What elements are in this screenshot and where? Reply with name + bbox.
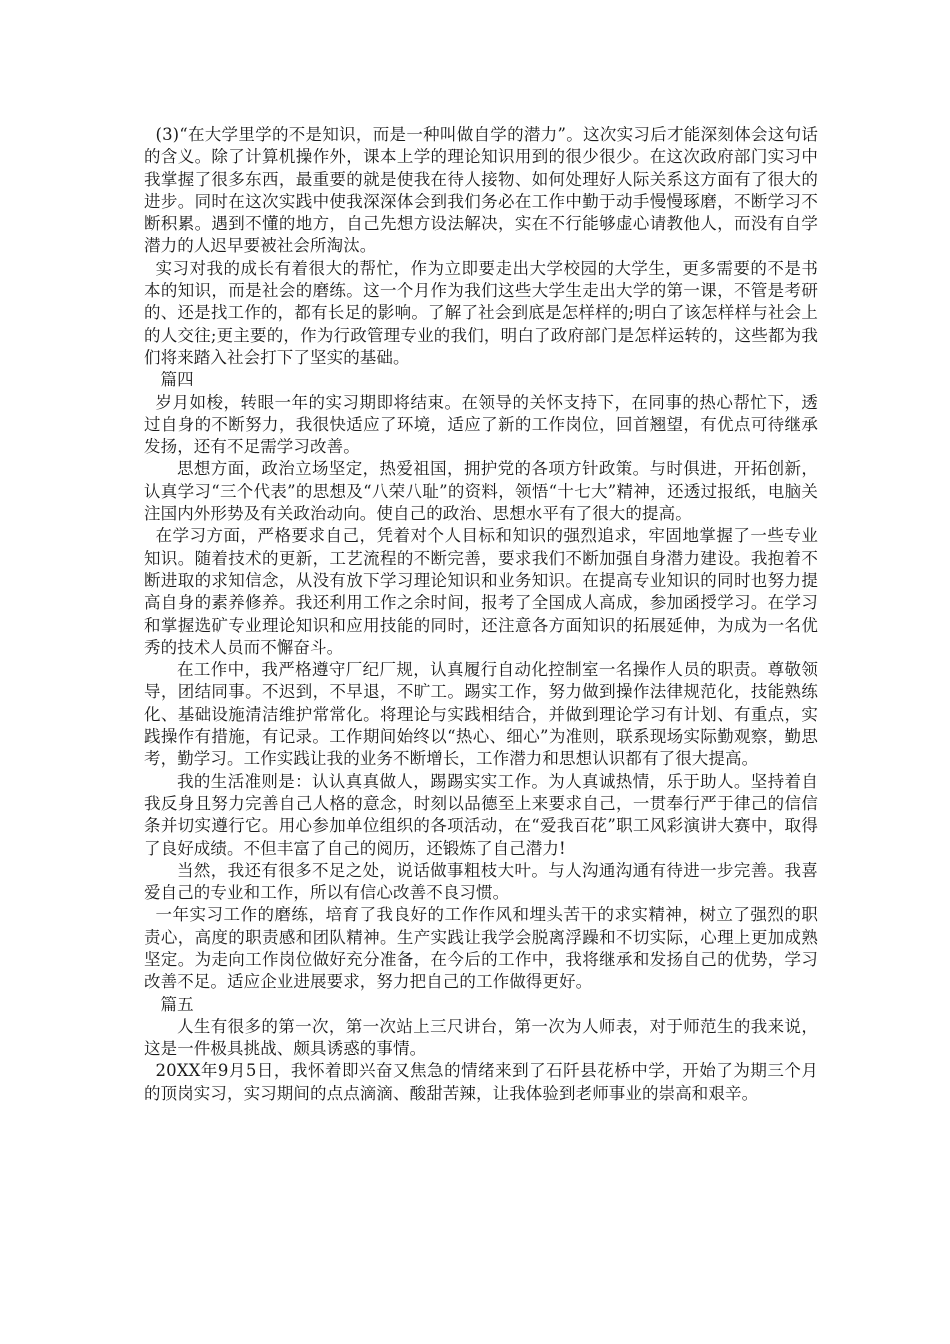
section-heading: 篇四 — [160, 370, 194, 390]
body-paragraph: 一年实习工作的磨练，培育了我良好的工作作风和埋头苦干的求实精神，树立了强烈的职责心，高度的职责感和团队精神。生产实践让我学会脱离浮躁和不切实际，心理上更加成熟坚定。为走向工作岗位做好充分准备，在今后的工作中，我将继承和发扬自己的优势，学习改善不足。适应企业进展要求，努力把自己的工作做得更好。 — [144, 905, 818, 992]
body-paragraph: 在学习方面，严格要求自己，凭着对个人目标和知识的强烈追求，牢固地掌握了一些专业知识。随着技术的更新，工艺流程的不断完善，要求我们不断加强自身潜力建设。我抱着不断进取的求知信念，从没有放下学习理论知识和业务知识。在提高专业知识的同时也努力提高自身的素养修养。我还利用工作之余时间，报考了全国成人高成，参加函授学习。在学习和掌握选矿专业理论知识和应用技能的同时，还注意各方面知识的拓展延伸，为成为一名优秀的技术人员而不懈奋斗。 — [144, 526, 818, 657]
body-paragraph: 当然，我还有很多不足之处，说话做事粗枝大叶。与人沟通沟通有待进一步完善。我喜爱自己的专业和工作，所以有信心改善不良习惯。 — [144, 860, 818, 903]
body-paragraph: 实习对我的成长有着很大的帮忙，作为立即要走出大学校园的大学生，更多需要的不是书本的知识，而是社会的磨练。这一个月作为我们这些大学生走出大学的第一课，不管是考研的、还是找工作的，都有长足的影响。了解了社会到底是怎样样的;明白了该怎样样与社会上的人交往;更主要的，作为行政管理专业的我们，明白了政府部门是怎样运转的，这些都为我们将来踏入社会打下了坚实的基础。 — [144, 258, 818, 367]
body-paragraph: 20XX年9月5日，我怀着即兴奋又焦急的情绪来到了石阡县花桥中学，开始了为期三个月的顶岗实习，实习期间的点点滴滴、酸甜苦辣，让我体验到老师事业的崇高和艰辛。 — [144, 1061, 818, 1103]
body-paragraph: 人生有很多的第一次，第一次站上三尺讲台，第一次为人师表，对于师范生的我来说，这是一件极具挑战、颇具诱惑的事情。 — [144, 1016, 818, 1059]
body-paragraph: 思想方面，政治立场坚定，热爱祖国，拥护党的各项方针政策。与时俱进，开拓创新，认真学习“三个代表”的思想及“八荣八耻”的资料，领悟“十七大”精神，还透过报纸，电脑关注国内外形势及有关政治动向。使自己的政治、思想水平有了很大的提高。 — [144, 459, 818, 524]
body-paragraph: 岁月如梭，转眼一年的实习期即将结束。在领导的关怀支持下，在同事的热心帮忙下，透过自身的不断努力，我很快适应了环境，适应了新的工作岗位，回首翘望，有优点可待继承发扬，还有不足需学习改善。 — [144, 392, 818, 457]
body-paragraph: (3)“在大学里学的不是知识，而是一种叫做自学的潜力”。这次实习后才能深刻体会这句话的含义。除了计算机操作外，课本上学的理论知识用到的很少很少。在这次政府部门实习中我掌握了很多东西，最重要的就是使我在待人接物、如何处理好人际关系这方面有了很大的进步。同时在这次实践中使我深深体会到我们务必在工作中勤于动手慢慢琢磨，不断学习不断积累。遇到不懂的地方，自己先想方设法解决，实在不行能够虚心请教他人，而没有自学潜力的人迟早要被社会所淘汰。 — [144, 125, 818, 256]
section-heading: 篇五 — [160, 994, 194, 1014]
body-paragraph: 我的生活准则是：认认真真做人，踢踢实实工作。为人真诚热情，乐于助人。坚持着自我反身且努力完善自己人格的意念，时刻以品德至上来要求自己，一贯奉行严于律己的信信条并切实遵行它。用心参加单位组织的各项活动，在“爱我百花”职工风彩演讲大赛中，取得了良好成绩。不但丰富了自己的阅历，还锻炼了自己潜力! — [144, 771, 818, 858]
document-body — [144, 124, 818, 1105]
body-paragraph: 在工作中，我严格遵守厂纪厂规，认真履行自动化控制室一名操作人员的职责。尊敬领导，团结同事。不迟到，不早退，不旷工。踢实工作，努力做到操作法律规范化，技能熟练化、基础设施清洁维护常常化。将理论与实践相结合，并做到理论学习有计划、有重点，实践操作有措施，有记录。工作期间始终以“热心、细心”为准则，联系现场实际勤观察，勤思考，勤学习。工作实践让我的业务不断增长，工作潜力和思想认识都有了很大提高。 — [144, 660, 818, 769]
